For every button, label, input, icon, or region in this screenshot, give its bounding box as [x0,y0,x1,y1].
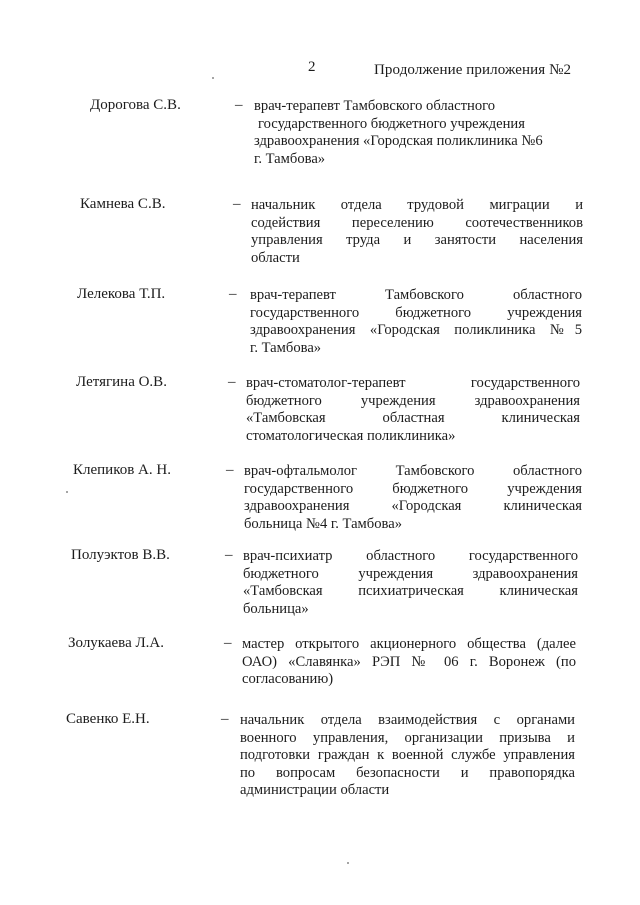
member-position-description [251,197,583,267]
description-line: управления труда и занятости населения [251,232,583,248]
description-line: содействия переселению соотечественников [251,214,583,231]
scan-speck [347,862,349,864]
description-line: врач-стоматолог-терапевт государственного [246,375,580,391]
dash-separator: – [224,635,232,651]
description-line: здравоохранения «Городская клиническая [244,498,582,514]
dash-separator: – [228,374,236,390]
description-line: здравоохранения «Городская поликлиника №5 [250,322,582,338]
member-name: Лелекова Т.П. [77,286,166,302]
description-line: здравоохранения «Городская поликлиника №6 [254,133,543,149]
member-position-description [246,375,580,445]
member-position-description [242,636,576,689]
description-line: стоматологическая поликлиника» [246,427,456,444]
description-line: больница №4 г. Тамбова» [244,515,402,532]
dash-separator: – [235,97,243,113]
member-name: Полуэктов В.В. [71,547,170,563]
description-line: государственного бюджетного учреждения [250,304,582,321]
description-line: области [251,249,300,266]
description-line: врач-терапевт Тамбовского областного [250,287,582,303]
description-line: государственного бюджетного учреждения [244,480,582,497]
description-line: военного управления, организации призыва и [240,729,575,746]
member-name: Клепиков А. Н. [73,462,171,478]
member-name: Савенко Е.Н. [66,711,150,727]
description-line: начальник отдела трудовой миграции и [251,197,583,213]
member-position-description [243,548,578,618]
description-line: врач-офтальмолог Тамбовского областного [244,463,582,479]
member-name: Золукаева Л.А. [68,635,164,651]
description-line: подготовки граждан к военной службе управления [240,747,575,763]
description-line: больница» [243,600,309,617]
description-line: бюджетного учреждения здравоохранения [246,392,580,409]
description-line: администрации области [240,782,390,798]
description-line: начальник отдела взаимодействия с органами [240,712,575,728]
description-line: по вопросам безопасности и правопорядка [240,764,575,781]
description-line: мастер открытого акционерного общества (далее [242,636,576,652]
dash-separator: – [233,196,241,212]
dash-separator: – [221,711,229,727]
description-line: врач-терапевт Тамбовского областного [254,98,496,114]
member-name: Летягина О.В. [76,374,167,390]
member-position-description [240,712,575,800]
description-line: «Тамбовская областная клиническая [246,410,580,426]
member-position-description [254,98,584,168]
scan-speck [66,491,68,493]
description-line: согласованию) [242,671,334,687]
appendix-continuation-label: Продолжение приложения №2 [374,62,572,78]
description-line: врач-психиатр областного государственного [243,548,578,564]
scan-speck [212,77,214,79]
description-line: «Тамбовская психиатрическая клиническая [243,583,578,599]
member-position-description [244,463,582,533]
member-position-description [250,287,582,357]
member-name: Камнева С.В. [80,196,166,212]
description-line: государственного бюджетного учреждения [258,115,525,132]
description-line: бюджетного учреждения здравоохранения [243,565,578,582]
member-name: Дорогова С.В. [90,97,181,113]
dash-separator: – [226,462,234,478]
description-line: г. Тамбова» [254,150,326,167]
page-number: 2 [308,59,316,75]
dash-separator: – [225,547,233,563]
description-line: ОАО) «Славянка» РЭП № 06 г. Воронеж (по [242,653,576,670]
dash-separator: – [229,286,237,302]
description-line: г. Тамбова» [250,339,322,356]
